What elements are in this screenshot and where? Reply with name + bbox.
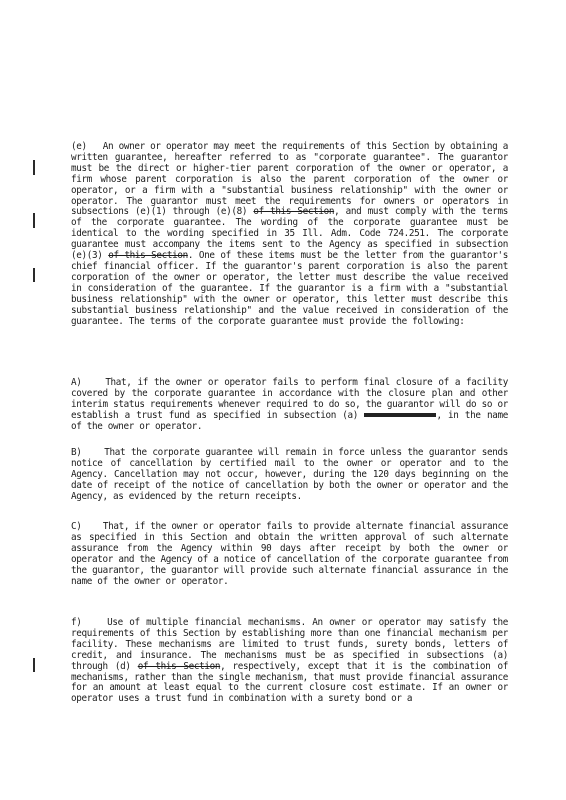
struck-text: of this Section [108,250,188,262]
paragraph-c [71,522,508,587]
paragraph-b [71,448,508,503]
revision-bar [33,213,35,228]
paragraph-c-text: That, if the owner or operator fails to provide alternate financial assurance as specified in this Section and obtain the written approval of such alternate assurance from the Agency within 90 days after receipt by both the owner or operator and the Agency of a notice of cancellation of the corporate guarantee from the guarantor, the guarantor will provide such alternate financial assurance in the name of the owner or operator. [71,521,508,587]
paragraph-b-text: That the corporate guarantee will remain in force unless the guarantor sends notice of cancellation by certified mail to the owner or operator and to the Agency. Cancellation may not occur, however, during the 120 days beginning on the date of receipt of the notice of cancellation by both the owner or operator and the Agency, as evidenced by the return receipts. [71,447,508,502]
paragraph-b-label: B) [71,447,82,458]
paragraph-f-text-1: Use of multiple financial mechanisms. An owner or operator may satisfy the requirements of this Section by establishing more than one financial mechanism per facility. These mechanisms are limited to trust funds, surety bonds, letters of credit, and insurance. The mechanisms must be as specified in subsections (a) through (d) [71,617,508,672]
paragraph-a [71,378,508,433]
paragraph-f-label: f) [71,617,82,628]
paragraph-a-label: A) [71,377,82,388]
revision-bar [33,268,35,282]
paragraph-e-text-2: , and must comply with the terms of the corporate guarantee. The wording of the corporate guarantee must be identical to the wording specified in 35 Ill. Adm. Code 724.251. The corporate guarantee must accompany the items sent to the Agency as specified in subsection (e)(3) [71,206,508,262]
redaction-mark [364,413,436,417]
paragraph-c-label: C) [71,521,82,532]
paragraph-e-label: (e) [71,141,87,152]
struck-text: of this Section [253,206,335,218]
paragraph-a-text-1: That, if the owner or operator fails to perform final closure of a facility covered by the corporate guarantee in accordance with the closure plan and other interim status requirements whenever required to do so, the guarantor will do so or establish a trust fund as specified in subsection (a) [71,377,508,421]
paragraph-e-text-1: An owner or operator may meet the requirements of this Section by obtaining a written guarantee, hereafter referred to as "corporate guarantee". The guarantor must be the direct or higher-tier parent corporation of the owner or operator, a firm whose parent corporation is also the parent corporation of the owner or operator, or a firm with a "substantial business relationship" with the owner or operator. The guarantor must meet the requirements for owners or operators in subsections (e)(1) through (e)(8) [71,141,508,218]
paragraph-f [71,618,508,705]
revision-bar [33,658,35,672]
paragraph-e [71,142,508,327]
struck-text: of this Section [137,660,221,672]
paragraph-a-text-2: , in the name of the owner or operator. [71,409,509,432]
revision-bar [33,160,35,175]
paragraph-e-text-3: . One of these items must be the letter from the guarantor's chief financial officer. If the guarantor's parent corporation is also the parent corporation of the owner or operator, the letter must describe the value received in consideration of the guarantee. If the guarantor is a firm with a "substantial business relationship" with the owner or operator, this letter must describe this substantial business relationship" and the value received in consideration of the guarantee. The terms of the corporate guarantee must provide the following: [71,250,508,327]
paragraph-f-text-2: , respectively, except that it is the combination of mechanisms, rather than the single mechanism, that must provide financial assurance for an amount at least equal to the current closure cost estimate. If an owner or operator uses a trust fund in combination with a surety bond or a [71,660,508,705]
